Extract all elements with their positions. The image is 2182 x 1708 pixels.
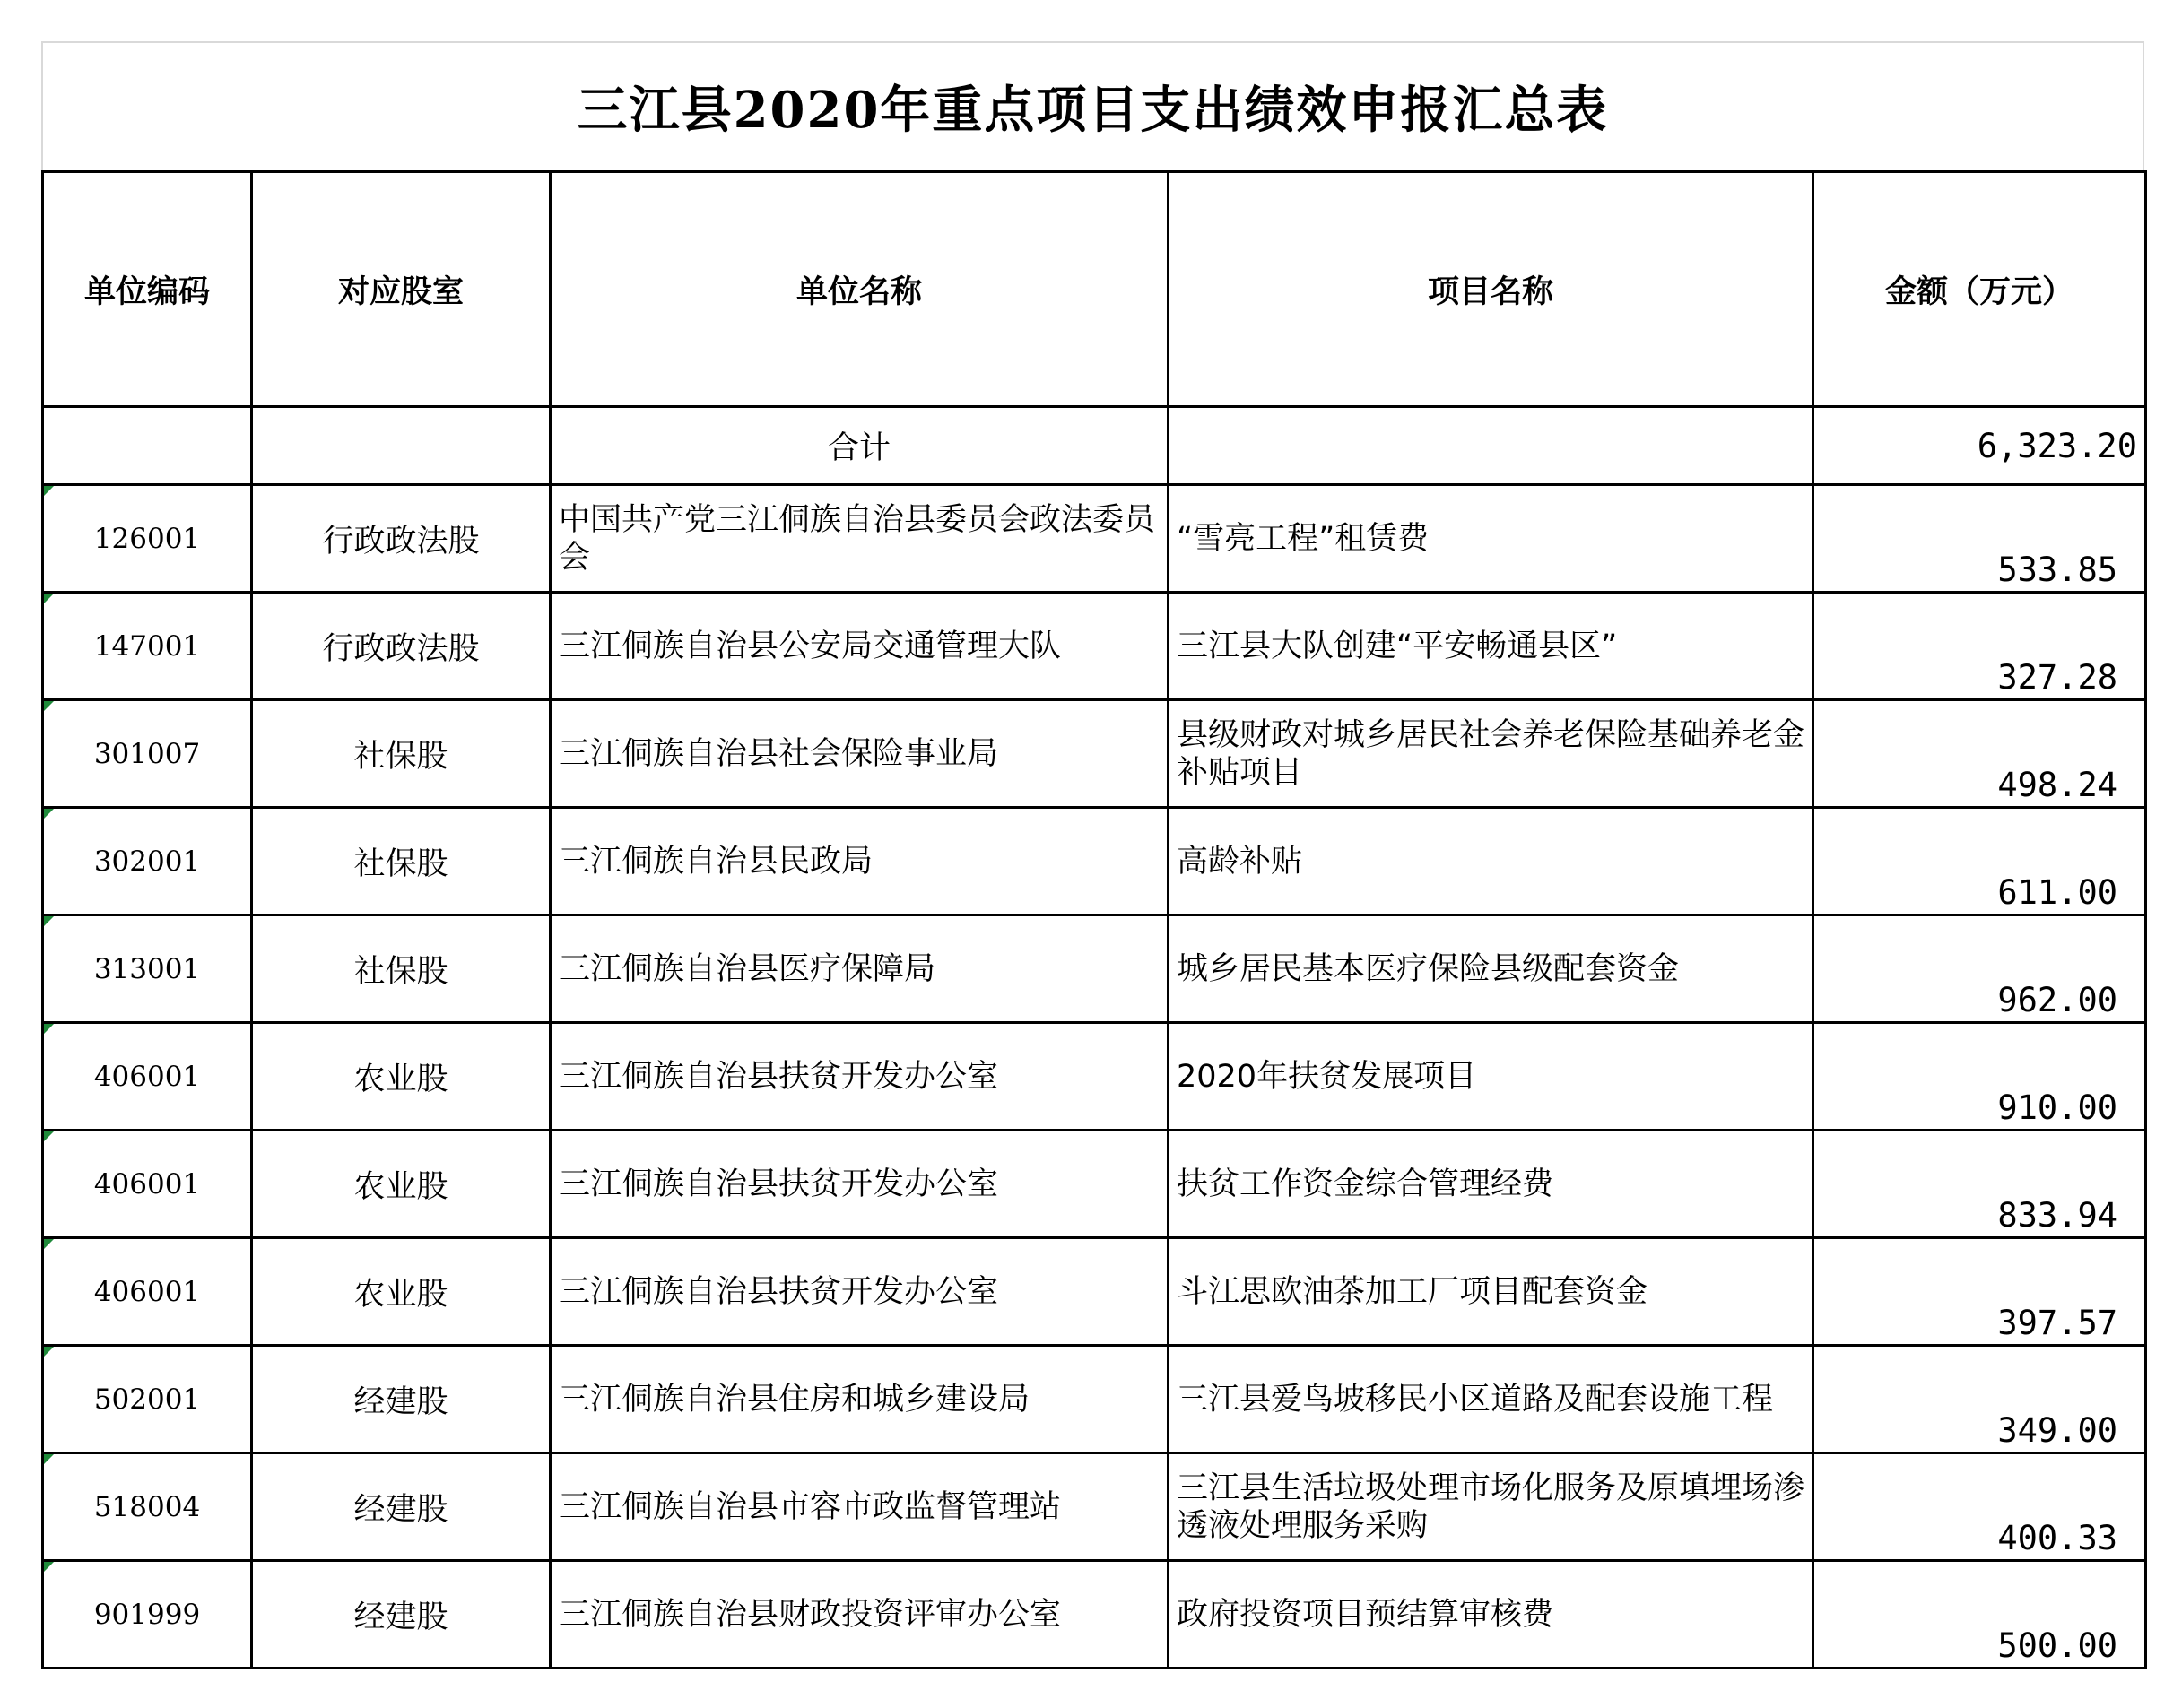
unit-text: 三江侗族自治县扶贫开发办公室: [559, 1273, 999, 1310]
unit-text: 三江侗族自治县民政局: [559, 843, 874, 880]
amount-cell[interactable]: [1813, 1023, 2146, 1131]
header-amount[interactable]: 金额（万元）: [1813, 172, 2146, 407]
project-text: 三江县大队创建“平安畅通县区”: [1177, 628, 1618, 664]
table-row: [43, 1238, 2146, 1346]
dept-cell[interactable]: [252, 485, 551, 593]
table-row: [43, 1023, 2146, 1131]
project-cell[interactable]: [1169, 1346, 1813, 1453]
amount-cell[interactable]: [1813, 1346, 2146, 1453]
amount-cell[interactable]: [1813, 485, 2146, 593]
code-cell[interactable]: [43, 1238, 252, 1346]
header-unit[interactable]: 单位名称: [551, 172, 1169, 407]
amount-cell[interactable]: [1813, 1131, 2146, 1238]
dept-cell[interactable]: [252, 593, 551, 700]
sheet-title: 三江县2020年重点项目支出绩效申报汇总表: [577, 81, 1609, 140]
project-cell[interactable]: [1169, 1561, 1813, 1669]
unit-cell[interactable]: [551, 1238, 1169, 1346]
table-row: [43, 915, 2146, 1023]
total-project-cell[interactable]: [1169, 407, 1813, 485]
summary-table: [41, 170, 2147, 1669]
code-text: 313001: [93, 952, 201, 985]
dept-text: 经建股: [353, 1383, 448, 1420]
unit-text: 三江侗族自治县扶贫开发办公室: [559, 1058, 999, 1095]
text-number-indicator-icon: [44, 916, 54, 926]
dept-text: 经建股: [353, 1491, 448, 1528]
amount-cell[interactable]: [1813, 915, 2146, 1023]
amount-text: 500.00: [1997, 1626, 2117, 1665]
unit-text: 三江侗族自治县扶贫开发办公室: [559, 1166, 999, 1202]
project-text: “雪亮工程”租赁费: [1177, 520, 1430, 557]
text-number-indicator-icon: [44, 594, 54, 603]
amount-text: 397.57: [1997, 1304, 2117, 1342]
table-row: [43, 1346, 2146, 1453]
code-text: 406001: [93, 1275, 201, 1308]
project-cell[interactable]: [1169, 1131, 1813, 1238]
project-cell[interactable]: [1169, 593, 1813, 700]
amount-text: 910.00: [1997, 1088, 2117, 1127]
unit-cell[interactable]: [551, 915, 1169, 1023]
project-cell[interactable]: [1169, 1238, 1813, 1346]
table-row: [43, 593, 2146, 700]
code-cell[interactable]: [43, 593, 252, 700]
amount-cell[interactable]: [1813, 593, 2146, 700]
header-project[interactable]: 项目名称: [1169, 172, 1813, 407]
dept-cell[interactable]: [252, 1346, 551, 1453]
code-text: 406001: [93, 1167, 201, 1201]
table-row: [43, 808, 2146, 915]
code-text: 301007: [93, 737, 201, 770]
dept-text: 行政政法股: [322, 523, 480, 559]
dept-cell[interactable]: [252, 700, 551, 808]
project-text: 三江县生活垃圾处理市场化服务及原填埋场渗透液处理服务采购: [1177, 1470, 1805, 1544]
unit-cell[interactable]: [551, 1346, 1169, 1453]
table-row: [43, 1453, 2146, 1561]
amount-text: 400.33: [1997, 1519, 2117, 1557]
unit-cell[interactable]: [551, 1023, 1169, 1131]
dept-text: 社保股: [353, 953, 448, 990]
code-text: 901999: [93, 1598, 201, 1631]
amount-cell[interactable]: [1813, 808, 2146, 915]
dept-text: 社保股: [353, 738, 448, 775]
amount-cell[interactable]: [1813, 1453, 2146, 1561]
unit-text: 三江侗族自治县市容市政监督管理站: [559, 1488, 1062, 1525]
text-number-indicator-icon: [44, 1024, 54, 1034]
text-number-indicator-icon: [44, 1347, 54, 1357]
amount-text: 349.00: [1997, 1411, 2117, 1450]
dept-cell[interactable]: [252, 1023, 551, 1131]
spreadsheet: [41, 41, 2144, 1669]
project-text: 城乡居民基本医疗保险县级配套资金: [1177, 950, 1680, 987]
text-number-indicator-icon: [44, 486, 54, 496]
project-cell[interactable]: [1169, 1453, 1813, 1561]
amount-text: 533.85: [1997, 551, 2117, 589]
code-cell[interactable]: [43, 485, 252, 593]
amount-text: 962.00: [1997, 981, 2117, 1019]
unit-text: 三江侗族自治县公安局交通管理大队: [559, 628, 1062, 664]
code-cell[interactable]: [43, 1131, 252, 1238]
table-row: [43, 485, 2146, 593]
header-dept[interactable]: 对应股室: [252, 172, 551, 407]
project-text: 2020年扶贫发展项目: [1177, 1058, 1477, 1095]
dept-cell[interactable]: [252, 1131, 551, 1238]
text-number-indicator-icon: [44, 1239, 54, 1249]
unit-text: 中国共产党三江侗族自治县委员会政法委员会: [559, 501, 1156, 576]
code-text: 518004: [93, 1490, 201, 1523]
text-number-indicator-icon: [44, 701, 54, 711]
header-code[interactable]: 单位编码: [43, 172, 252, 407]
unit-cell[interactable]: [551, 593, 1169, 700]
project-text: 高龄补贴: [1177, 843, 1303, 880]
dept-text: 社保股: [353, 845, 448, 882]
dept-text: 农业股: [353, 1061, 448, 1097]
header-row: [43, 172, 2146, 407]
code-cell[interactable]: [43, 915, 252, 1023]
title-cell[interactable]: [41, 41, 2144, 170]
dept-cell[interactable]: [252, 1238, 551, 1346]
text-number-indicator-icon: [44, 1131, 54, 1141]
code-text: 147001: [93, 629, 201, 663]
project-text: 三江县爱鸟坡移民小区道路及配套设施工程: [1177, 1381, 1774, 1418]
unit-text: 三江侗族自治县社会保险事业局: [559, 735, 999, 772]
table-row: [43, 1131, 2146, 1238]
project-text: 扶贫工作资金综合管理经费: [1177, 1166, 1554, 1202]
project-text: 县级财政对城乡居民社会养老保险基础养老金补贴项目: [1177, 716, 1805, 791]
unit-cell[interactable]: [551, 1453, 1169, 1561]
amount-cell[interactable]: [1813, 1238, 2146, 1346]
amount-text: 498.24: [1997, 766, 2117, 804]
code-cell[interactable]: [43, 1561, 252, 1669]
dept-text: 经建股: [353, 1599, 448, 1635]
total-code-cell[interactable]: [43, 407, 252, 485]
amount-cell[interactable]: [1813, 700, 2146, 808]
dept-cell[interactable]: [252, 1561, 551, 1669]
unit-cell[interactable]: [551, 1131, 1169, 1238]
code-text: 502001: [93, 1383, 201, 1416]
unit-text: 三江侗族自治县医疗保障局: [559, 950, 936, 987]
total-row: [43, 407, 2146, 485]
unit-cell[interactable]: [551, 485, 1169, 593]
dept-text: 行政政法股: [322, 630, 480, 667]
project-text: 斗江思欧油茶加工厂项目配套资金: [1177, 1273, 1648, 1310]
text-number-indicator-icon: [44, 1454, 54, 1464]
dept-text: 农业股: [353, 1276, 448, 1313]
dept-text: 农业股: [353, 1168, 448, 1205]
code-text: 126001: [93, 522, 201, 555]
project-cell[interactable]: [1169, 485, 1813, 593]
amount-cell[interactable]: [1813, 1561, 2146, 1669]
total-label[interactable]: 合计: [551, 407, 1169, 485]
project-text: 政府投资项目预结算审核费: [1177, 1596, 1554, 1633]
total-dept-cell[interactable]: [252, 407, 551, 485]
dept-cell[interactable]: [252, 1453, 551, 1561]
code-cell[interactable]: [43, 808, 252, 915]
project-cell[interactable]: [1169, 700, 1813, 808]
dept-cell[interactable]: [252, 915, 551, 1023]
text-number-indicator-icon: [44, 1562, 54, 1572]
code-text: 302001: [93, 845, 201, 878]
project-cell[interactable]: [1169, 808, 1813, 915]
amount-text: 611.00: [1997, 873, 2117, 912]
code-cell[interactable]: [43, 1023, 252, 1131]
unit-cell[interactable]: [551, 700, 1169, 808]
amount-text: 327.28: [1997, 658, 2117, 697]
unit-text: 三江侗族自治县住房和城乡建设局: [559, 1381, 1030, 1418]
code-cell[interactable]: [43, 700, 252, 808]
project-cell[interactable]: [1169, 1023, 1813, 1131]
project-cell[interactable]: [1169, 915, 1813, 1023]
total-amount[interactable]: 6,323.20: [1813, 407, 2146, 485]
unit-cell[interactable]: [551, 808, 1169, 915]
table-row: [43, 700, 2146, 808]
unit-cell[interactable]: [551, 1561, 1169, 1669]
text-number-indicator-icon: [44, 809, 54, 819]
code-text: 406001: [93, 1060, 201, 1093]
code-cell[interactable]: [43, 1346, 252, 1453]
table-row: [43, 1561, 2146, 1669]
unit-text: 三江侗族自治县财政投资评审办公室: [559, 1596, 1062, 1633]
code-cell[interactable]: [43, 1453, 252, 1561]
dept-cell[interactable]: [252, 808, 551, 915]
amount-text: 833.94: [1997, 1196, 2117, 1235]
